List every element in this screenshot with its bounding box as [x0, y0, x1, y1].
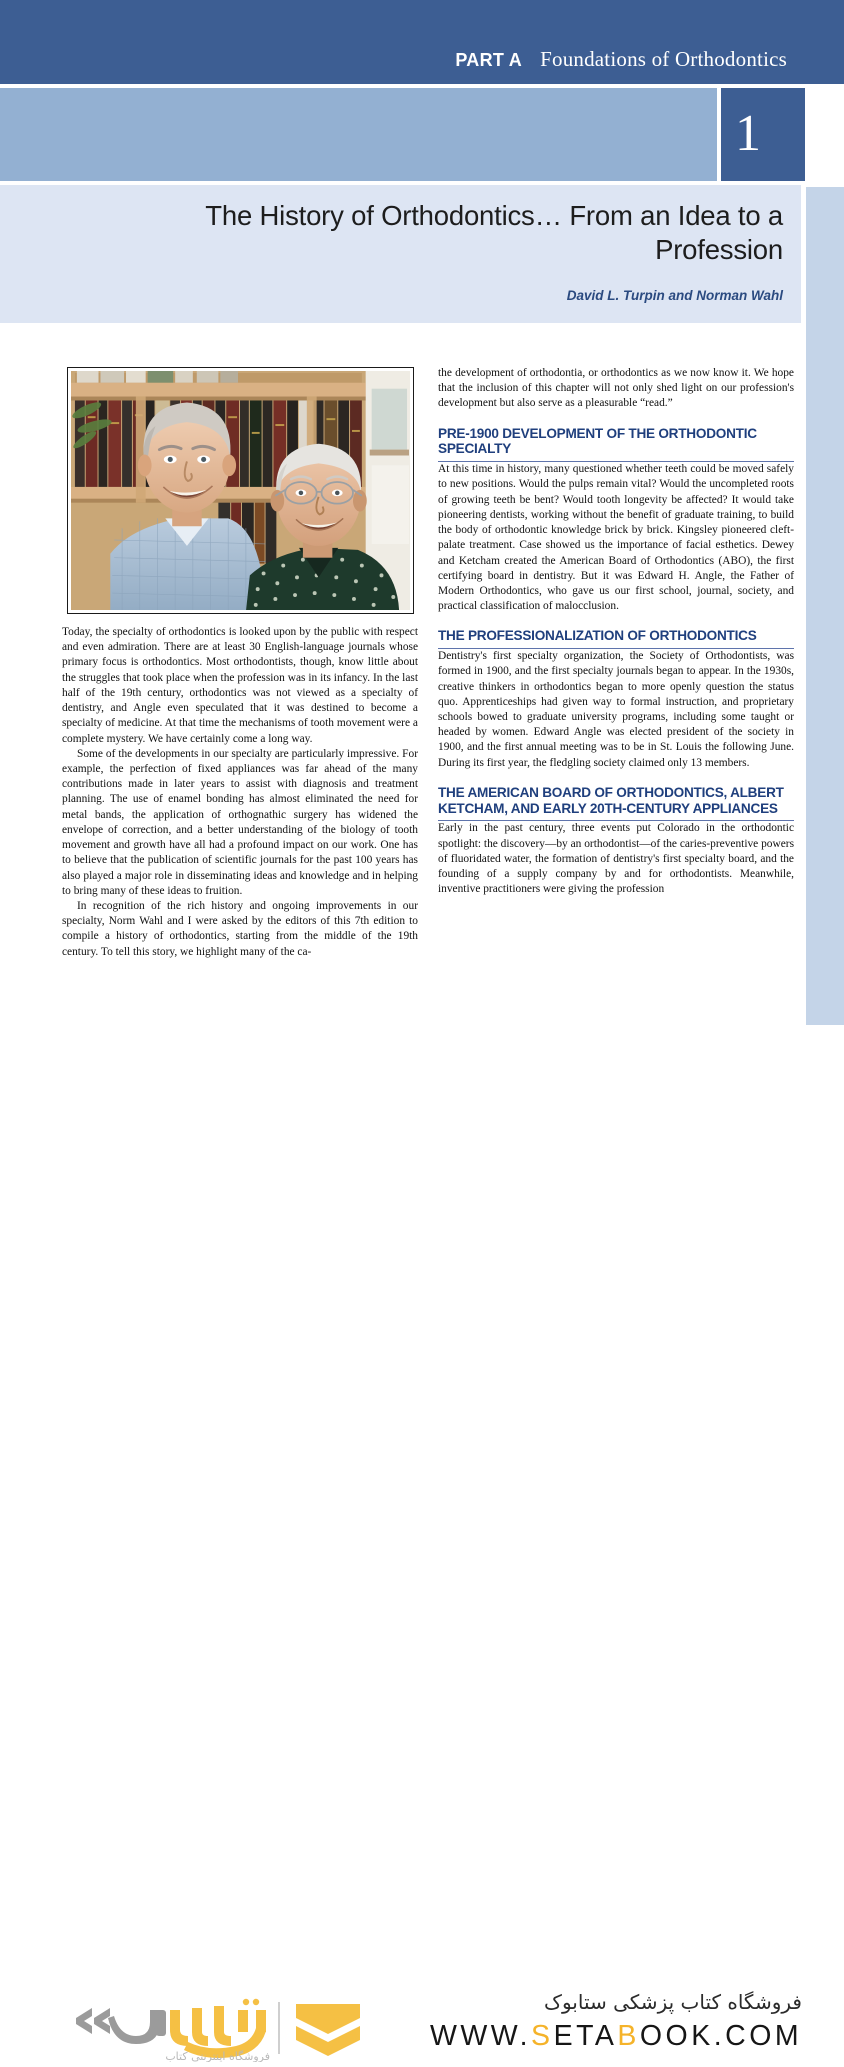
author-photo — [68, 368, 413, 613]
chapter-title-block — [0, 185, 801, 323]
paragraph: Early in the past century, three events put Colorado in the orthodontic spotlight: the discovery—by an orthodontist—of the caries-preventive powers of fluoridated water, the formation of dentistry's first specialty board, and the founding of a supply company by and for orthodontists. Meanwhile, inventive practitioners were giving the profession — [438, 822, 794, 896]
watermark-url[interactable] — [430, 2020, 802, 2053]
chapter-authors: David L. Turpin and Norman Wahl — [566, 288, 783, 303]
paragraph: Dentistry's first specialty organization, the Society of Orthodontists, was formed in 1900, and the first specialty journals began to appear. In the 1930s, creative thinkers in orthodontics began to more openly question the status quo. Apprenticeships had given way to formal instruction, and proprietary schools bowed to graduate university programs, including some taught or headed by women. Edward Angle was elected president of the society in 1900, and the first annual meeting was to be in St. Louis the following June. During its first year, the fledgling society claimed only 13 members. — [438, 650, 794, 769]
chapter-number-box — [721, 88, 805, 181]
part-label: PART A — [455, 50, 523, 70]
watermark-tagline: فروشگاه کتاب پزشکی ستابوک — [544, 1990, 802, 2014]
paragraph: Today, the specialty of orthodontics is looked upon by the public with respect and even admiration. There are at least 30 English-language journals whose primary focus is orthodontics. Most orthodontists, though, know little about the struggles that took place when the profession was in its infancy. In the last half of the 19th century, orthodontics was not viewed as a specialty of dentistry, and Angle even speculated that it was destined to become a specialty of medicine. At that time the mechanisms of tooth movement were a complete mystery. We have certainly come a long way. — [62, 626, 418, 745]
paragraph: In recognition of the rich history and ongoing improvements in our specialty, Norm Wahl and I were asked by the editors of this 7th edition to compile a history of orthodontics, starting from the middle of the 19th century. To tell this story, we highlight many of the ca- — [62, 899, 418, 958]
paragraph: Some of the developments in our specialty are particularly impressive. For example, the perfection of fixed appliances was far ahead of the many contributions made in later years to assist with diagnosis and treatment planning. The use of enamel bonding has almost eliminated the need for metal bands, the application of orthognathic surgery has widened the envelope of correction, and a better understanding of the biology of tooth movement and growth have all had a profound impact on our work. One has to believe that the publication of scientific journals for the past 100 years has also played a major role in disseminating ideas and knowledge and in helping to bring many of these ideas to fruition. — [62, 747, 418, 897]
author-photo-image — [71, 371, 410, 612]
setabook-logo-mark — [70, 1992, 370, 2062]
section-heading: THE PROFESSIONALIZATION OF ORTHODONTICS — [438, 628, 794, 649]
right-edge-tab — [806, 187, 844, 1025]
setabook-logo — [70, 1992, 370, 2062]
url-mid: ETA — [553, 2020, 618, 2052]
chapter-band — [0, 88, 717, 181]
chapter-number: 1 — [735, 105, 761, 162]
part-title: Foundations of Orthodontics — [540, 47, 787, 71]
left-text-column — [62, 625, 418, 960]
page-title: The History of Orthodontics… From an Idea to a Profession — [205, 200, 783, 265]
url-suffix: OOK.COM — [639, 2020, 803, 2052]
url-b: B — [617, 2020, 640, 2052]
url-prefix: WWW. — [430, 2020, 532, 2052]
watermark-banner — [0, 990, 806, 2062]
right-text-column — [438, 366, 794, 898]
section-heading: PRE-1900 DEVELOPMENT OF THE ORTHODONTIC SPECIALTY — [438, 426, 794, 463]
paragraph: the development of orthodontia, or orthodontics as we now know it. We hope that the inclusion of this chapter will not only shed light on our profession's development but also serve as a pleasurable “read.” — [438, 367, 794, 410]
part-banner-text — [455, 47, 787, 72]
part-banner — [0, 0, 844, 84]
setabook-logo-subtitle: فروشگاه اینترنتی کتاب — [165, 2050, 270, 2062]
paragraph: At this time in history, many questioned whether teeth could be moved safely to new positions. Would the pulps remain vital? Would the uncompleted roots of growing teeth be bent? Would tooth longevity be affected? It would take pioneering dentists, working without the benefit of graduate training, to build the body of orthodontic knowledge brick by brick. Kingsley pioneered cleft-palate treatment. Case showed us the importance of facial esthetics. Dewey and Ketcham created the American Board of Orthodontics (ABO), the first certifying board in dentistry. But it was Edward H. Angle, the Father of Modern Orthodontics, who gave us our first school, journal, society, and practical classification of malocclusion. — [438, 463, 794, 613]
url-s: S — [531, 2020, 554, 2052]
watermark-right — [430, 1990, 802, 2053]
section-heading: THE AMERICAN BOARD OF ORTHODONTICS, ALBERT KETCHAM, AND EARLY 20TH-CENTURY APPLIANCES — [438, 785, 794, 822]
